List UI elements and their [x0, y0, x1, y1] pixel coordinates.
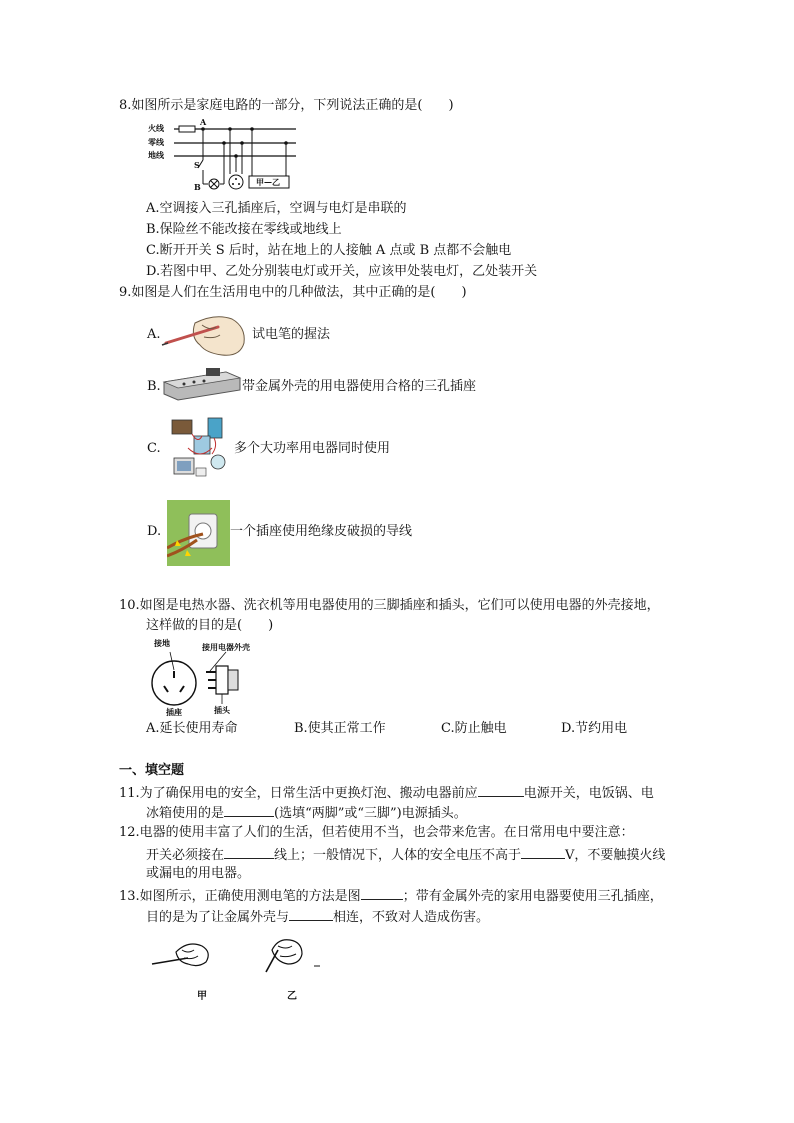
q11-text-1a: 11.为了确保用电的安全，日常生活中更换灯泡、搬动电器前应: [119, 786, 478, 801]
q10-stem-line1: 10.如图是电热水器、洗衣机等用电器使用的三脚插座和插头，它们可以使用电器的外壳接地，: [119, 598, 660, 613]
q12-text-2c: V，不要触摸火线: [565, 848, 666, 863]
section-title: 一、填空题: [119, 763, 185, 778]
jia-yi-label: 甲—乙: [256, 177, 280, 187]
q9-option-c-text: 多个大功率用电器同时使用: [234, 441, 391, 456]
q10-stem-line2: 这样做的目的是( ): [146, 618, 274, 633]
zero-wire-label: 零线: [148, 137, 164, 147]
q13-line1: [119, 887, 663, 905]
pen-grip-yi-figure: [252, 936, 322, 976]
q8-option-b: B.保险丝不能改接在零线或地线上: [146, 222, 342, 237]
q13-text-2a: 目的是为了让金属外壳与: [146, 910, 290, 925]
q11-line2: [146, 804, 467, 822]
q11-text-2b: (选填“两脚”或“三脚”)电源插头。: [274, 806, 467, 821]
q13-line2: [146, 908, 489, 926]
q10-option-b: B.使其正常工作: [294, 721, 386, 736]
pen-grip-jia-figure: [148, 938, 216, 974]
shell-label: 接用电器外壳: [202, 642, 250, 652]
circuit-svg: [146, 118, 306, 194]
q10-option-d: D.节约用电: [561, 721, 628, 736]
ground-label: 接地: [154, 638, 170, 648]
q12-text-2b: 线上；一般情况下，人体的安全电压不高于: [274, 848, 522, 863]
q13-text-1b: ；带有金属外壳的家用电器要使用三孔插座，: [402, 889, 663, 904]
point-b-label: B: [194, 182, 201, 192]
q13-blank-1[interactable]: [361, 887, 403, 900]
q10-option-a: A.延长使用寿命: [146, 721, 238, 736]
q11-blank-2[interactable]: [224, 804, 274, 817]
q8-stem: 8.如图所示是家庭电路的一部分，下列说法正确的是( ): [119, 98, 454, 113]
point-a-label: A: [200, 117, 207, 127]
q12-blank-2[interactable]: [521, 846, 565, 859]
q12-text-2a: 开关必须接在: [146, 848, 225, 863]
fire-wire-label: 火线: [148, 123, 164, 133]
many-appliances-image: [168, 414, 232, 484]
yi-label: 乙: [287, 991, 297, 1002]
q9-stem: 9.如图是人们在生活用电中的几种做法，其中正确的是( ): [119, 285, 467, 300]
q9-option-b-letter: B.: [147, 379, 161, 394]
three-pin-socket-plug-figure: [146, 636, 266, 718]
plug-label: 插头: [214, 705, 230, 715]
q12-line1: 12.电器的使用丰富了人们的生活，但若使用不当，也会带来危害。在日常用电中要注意：: [119, 825, 634, 840]
q13-blank-2[interactable]: [289, 908, 333, 921]
q9-option-a-letter: A.: [147, 327, 161, 342]
ground-wire-label: 地线: [148, 150, 164, 160]
q13-text-2b: 相连，不致对人造成伤害。: [333, 910, 490, 925]
jia-label: 甲: [197, 991, 207, 1002]
q11-line1: [119, 784, 654, 802]
q9-option-c-letter: C.: [147, 441, 161, 456]
q10-option-c: C.防止触电: [441, 721, 507, 736]
switch-s-label: S: [194, 160, 200, 170]
q12-blank-1[interactable]: [224, 846, 274, 859]
q8-option-a: A.空调接入三孔插座后，空调与电灯是串联的: [146, 201, 407, 216]
socket-label: 插座: [166, 707, 182, 717]
q13-text-1a: 13.如图所示，正确使用测电笔的方法是图: [119, 889, 361, 904]
q9-option-d-text: 一个插座使用绝缘皮破损的导线: [230, 524, 413, 539]
power-strip-image: [160, 364, 242, 404]
q8-option-d: D.若图中甲、乙处分别装电灯或开关，应该甲处装电灯，乙处装开关: [146, 264, 538, 279]
q9-option-d-letter: D.: [147, 524, 162, 539]
q9-option-b-text: 带金属外壳的用电器使用合格的三孔插座: [242, 379, 477, 394]
q12-line2: [146, 846, 665, 864]
q11-blank-1[interactable]: [478, 784, 524, 797]
q11-text-2a: 冰箱使用的是: [146, 806, 225, 821]
q11-text-1b: 电源开关，电饭锅、电: [523, 786, 654, 801]
damaged-wire-socket-image: [167, 500, 230, 566]
q9-option-a-text: 试电笔的握法: [252, 327, 331, 342]
q8-option-c: C.断开开关 S 后时，站在地上的人接触 A 点或 B 点都不会触电: [146, 243, 512, 258]
q12-line3: 或漏电的用电器。: [146, 866, 251, 881]
test-pen-grip-image: [160, 305, 250, 360]
q8-circuit-diagram: [146, 118, 306, 194]
